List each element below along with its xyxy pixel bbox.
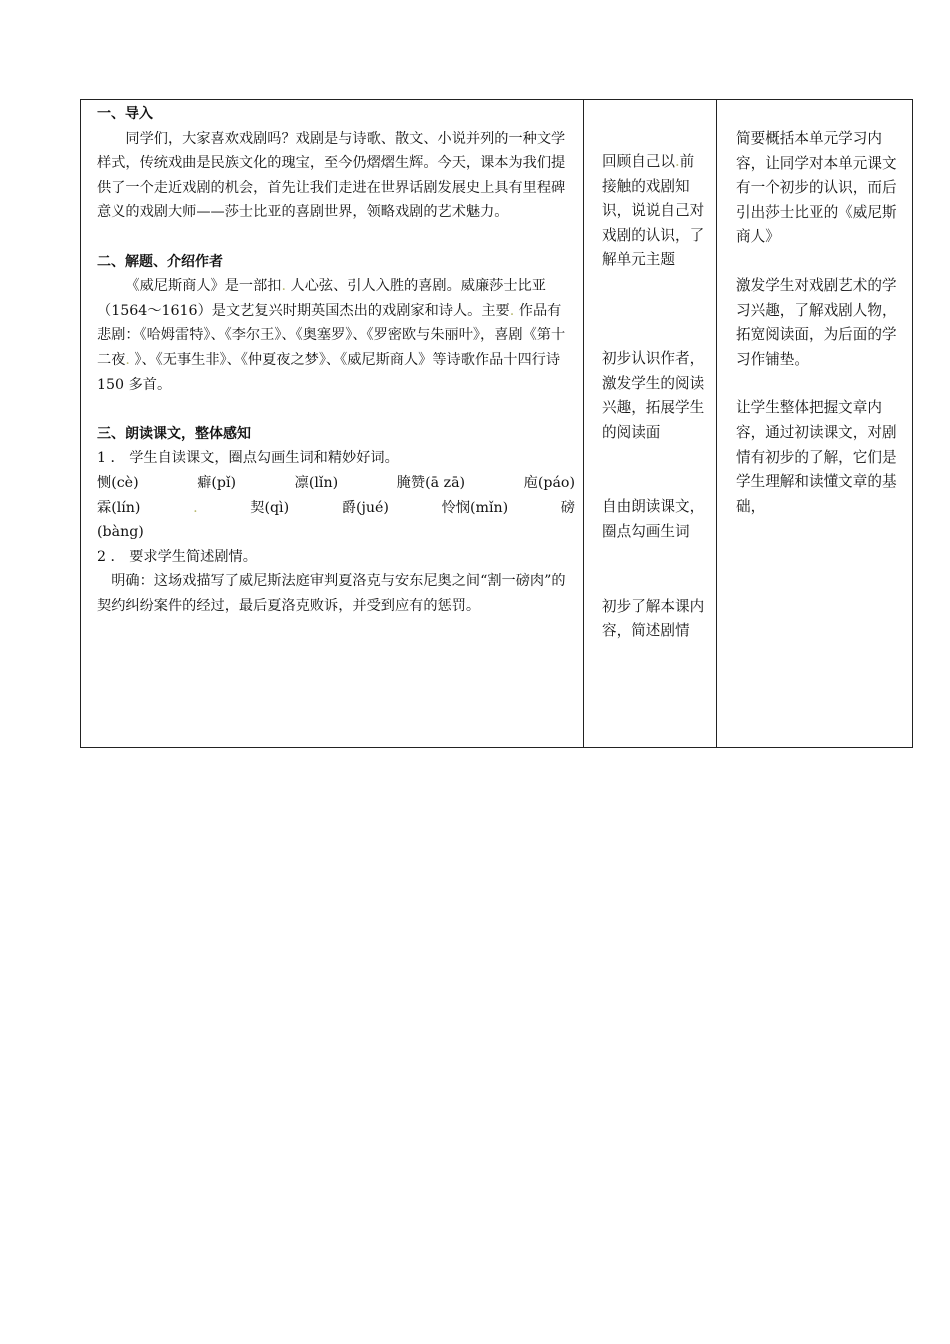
vocab-word: 庖(páo) <box>523 474 575 491</box>
vocab-row-1 <box>97 471 575 496</box>
design-intent-column <box>717 100 912 747</box>
vocab-word: 爵(jué) <box>341 499 389 516</box>
vocab-word: 怜悯(mǐn) <box>441 499 509 516</box>
step-one: 1 ． 学生自读课文，圈点勾画生词和精妙好词。 <box>97 450 399 467</box>
section-reading-title: 三、朗读课文，整体感知 <box>97 425 251 442</box>
lesson-plan-table <box>80 99 913 748</box>
intent-3: 让学生整体把握文章内容，通过初读课文，对剧情有初步的了解，它们是学生理解和读懂文章的基础， <box>736 399 897 515</box>
activity-2: 初步认识作者，激发学生的阅读兴趣，拓展学生的阅读面 <box>602 349 705 441</box>
vocab-word: 霖(lín) <box>97 499 141 516</box>
section-intro-paragraph: 同学们，大家喜欢戏剧吗？戏剧是与诗歌、散文、小说并列的一种文学样式，传统戏曲是民族文化的瑰宝，至今仍熠熠生辉。今天，课本为我们提供了一个走近戏剧的机会，首先让我们走进在世界话剧发展史上具有里程碑意义的戏剧大师——莎士比亚的喜剧世界，领略戏剧的艺术魅力。 <box>97 130 566 221</box>
vocab-word: 癖(pǐ) <box>197 474 237 491</box>
student-activity-column <box>584 100 717 747</box>
vocab-row-3: (bàng) <box>97 524 144 541</box>
activity-1: 回顾自己以.前接触的戏剧知识，说说自己对戏剧的认识，了解单元主题 <box>602 153 705 269</box>
vocab-word: 磅 <box>560 499 575 516</box>
section-author-paragraph: 《威尼斯商人》是一部扣. 人心弦、引人入胜的喜剧。威廉莎士比亚（1564～1616）是文艺复兴时期英国杰出的戏剧家和诗人。主要. 作品有悲剧：《哈姆雷特》、《李尔王》、《奥塞罗》、《罗密欧与朱丽叶》，喜剧《第十二夜. 》、《无事生非》、《仲夏夜之梦》、《威尼斯商人》等诗歌作品十四行诗 150 多首。 <box>97 278 566 393</box>
vocab-word: 契(qì) <box>250 499 290 516</box>
marker-dot: . <box>193 499 198 516</box>
teaching-content-column <box>81 100 584 747</box>
intent-2: 激发学生对戏剧艺术的学习兴趣，了解戏剧人物，拓宽阅读面，为后面的学习作铺垫。 <box>736 276 897 368</box>
activity-3: 自由朗读课文，圈点勾画生词 <box>602 498 705 540</box>
intent-1: 简要概括本单元学习内容，让同学对本单元课文有一个初步的认识，而后引出莎士比亚的《威尼斯商人》 <box>736 130 897 246</box>
clarify-paragraph: 明确：这场戏描写了威尼斯法庭审判夏洛克与安东尼奥之间“割一磅肉”的契约纠纷案件的经过，最后夏洛克败诉，并受到应有的惩罚。 <box>97 573 566 614</box>
vocab-row-2 <box>97 496 575 521</box>
vocab-word: 凛(lǐn) <box>294 474 339 491</box>
vocab-word: 腌赞(ā zā) <box>396 474 466 491</box>
activity-4: 初步了解本课内容，简述剧情 <box>602 597 705 640</box>
section-intro-title: 一、导入 <box>97 106 153 122</box>
section-author-title: 二、解题、介绍作者 <box>97 253 223 270</box>
step-two: 2 ． 要求学生简述剧情。 <box>97 548 257 565</box>
vocab-word: 恻(cè) <box>97 474 139 491</box>
